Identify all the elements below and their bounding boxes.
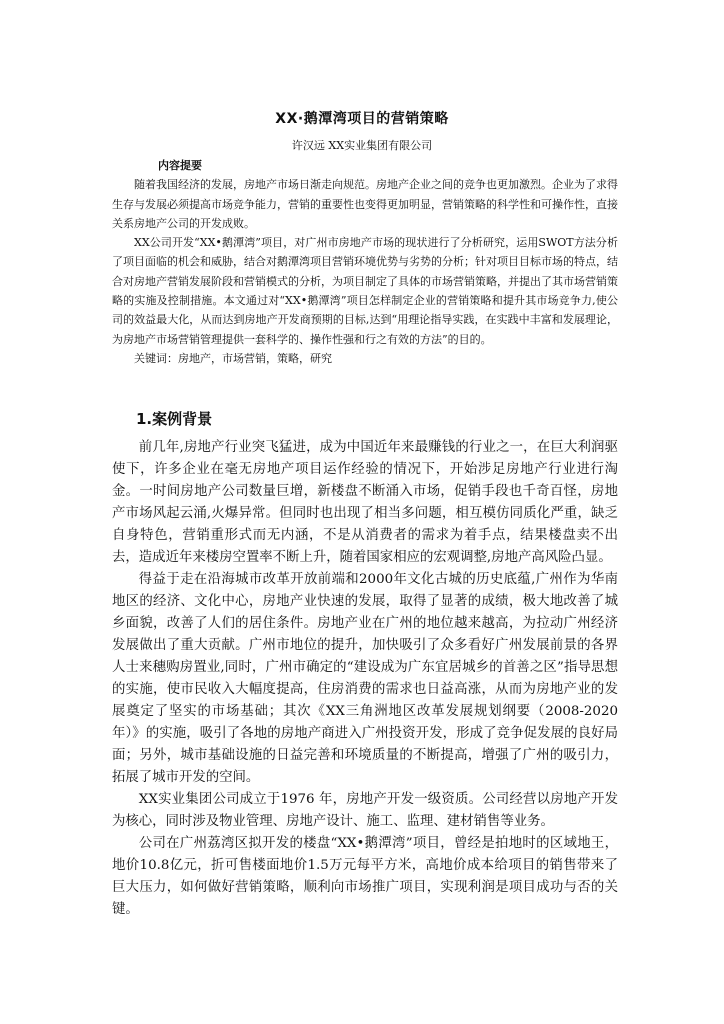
author-line: 许汉远 XX实业集团有限公司 [291,139,433,152]
body-paragraph: 公司在广州荔湾区拟开发的楼盘“XX•鹅潭湾”项目，曾经是拍地时的区域地王，地价10.8亿元，折可售楼面地价1.5万元每平方米，高地价成本给项目的销售带来了巨大压力，如何做好营销策略，顺利向市场推广项目，实现利润是项目成功与否的关键。 [112,836,618,917]
keywords-line: 关键词：房地产，市场营销，策略，研究 [134,351,332,365]
abstract-heading: 内容提要 [158,159,202,172]
abstract-paragraph: XX公司开发“XX•鹅潭湾”项目，对广州市房地产市场的现状进行了分析研究，运用SWOT方法分析了项目面临的机会和威胁，结合对鹅潭湾项目营销环境优势与劣势的分析；针对项目目标市场的特点，结合对房地产营销发展阶段和营销模式的分析，为项目制定了具体的市场营销策略，并提出了其市场营销策略的实施及控制措施。本文通过对“XX•鹅潭湾”项目怎样制定企业的营销策略和提升其市场竞争力,使公司的效益最大化，从而达到房地产开发商预期的目标,达到“用理论指导实践，在实践中丰富和发展理论，为房地产市场营销管理提供一套科学的、操作性强和行之有效的方法”的目的。 [112,236,618,346]
body-paragraph: XX实业集团公司成立于1976 年，房地产开发一级资质。公司经营以房地产开发为核心，同时涉及物业管理、房地产设计、施工、监理、建材销售等业务。 [112,792,618,829]
abstract-block [112,156,618,368]
body-paragraph: 前几年,房地产行业突飞猛进，成为中国近年来最赚钱的行业之一，在巨大利润驱使下，许多企业在毫无房地产项目运作经验的情况下，开始涉足房地产行业进行淘金。一时间房地产公司数量巨增，新楼盘不断涌入市场，促销手段也千奇百怪，房地产市场风起云涌,火爆异常。但同时也出现了相当多问题，相互模仿同质化严重，缺乏自身特色，营销重形式而无内涵，不是从消费者的需求为着手点，结果楼盘卖不出去，造成近年来楼房空置率不断上升，随着国家相应的宏观调整,房地产高风险凸显。 [112,440,618,565]
body-paragraph: 得益于走在沿海城市改革开放前端和2000年文化古城的历史底蕴,广州作为华南地区的经济、文化中心，房地产业快速的发展，取得了显著的成绩，极大地改善了城乡面貌，改善了人们的居住条件。房地产业在广州的地位越来越高，为拉动广州经济发展做出了重大贡献。广州市地位的提升，加快吸引了众多看好广州发展前景的各界人士来穗购房置业,同时，广州市确定的“建设成为广东宜居城乡的首善之区”指导思想的实施，使市民收入大幅度提高，住房消费的需求也日益高涨，从而为房地产业的发展奠定了坚实的市场基础；其次《XX三角洲地区改革发展规划纲要（2008-2020年）》的实施，吸引了各地的房地产商进入广州投资开发，形成了竞争促发展的良好局面；另外，城市基础设施的日益完善和环境质量的不断提高，增强了广州的吸引力，拓展了城市开发的空间。 [112,572,618,785]
section-title: 1.案例背景 [136,410,213,428]
document-title: XX·鹅潭湾项目的营销策略 [275,111,449,127]
section-body [112,437,618,921]
abstract-paragraph: 随着我国经济的发展，房地产市场日渐走向规范。房地产企业之间的竞争也更加激烈。企业为了求得生存与发展必须提高市场竞争能力，营销的重要性也变得更加明显，营销策略的科学性和可操作性，直接关系房地产公司的开发成败。 [112,178,618,230]
